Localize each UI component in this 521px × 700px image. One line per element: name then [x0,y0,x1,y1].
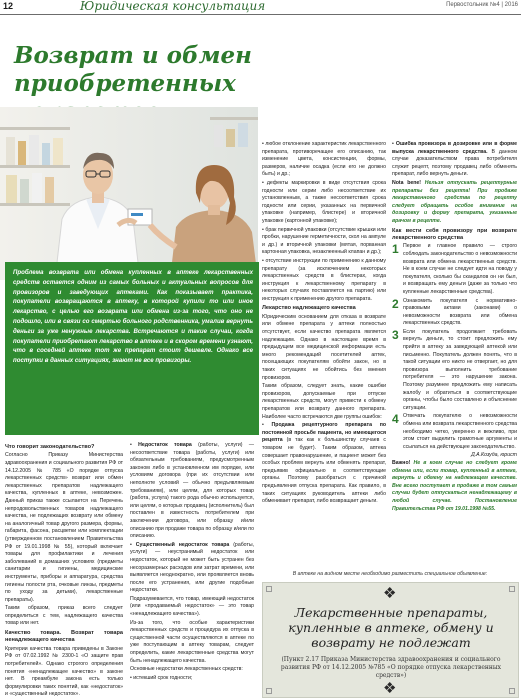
definition-major-defect: • Существенный недостаток товара (работы, услуги) — неустранимый недостаток или недостаток, который не может быть устранен без несоразмерных расходов или затрат времени, или выявляется неоднократно, или проявляется вновь после его устранения, или другие подобные недостатки. [130,541,254,594]
section-title: Юридическая консультация [80,0,266,13]
paragraph: Юридическим основанием для отказа в возврате или обмене препарата у аптеки полностью отсутствует, если качество препарата является надлежащим. Однако в настоящее время в предыдущем все медицинской информации есть много рекомендаций посетителей аптек, посещающих покупателям обойти закон, но в таких ситуациях не обойтись без мнения провизоров. [262,313,386,381]
paragraph: Критерии качества товара приведены в Законе РФ от 07.02.1992 № 2300-1 «О защите прав потребителей». Однако строгого определения понятия «ненадлежащее качество» в законе нет. В преамбуле закона есть только формулировки таких понятий, как «недостаток» и «существенный недостаток». [5,645,123,697]
paragraph: Основные недостатки лекарственных средств: [130,666,243,673]
paragraph: Таким образом, следует знать, какие ошибки провизоров, допускаемые при отпуске лекарственных средств, могут привести к обмену препаратов или возврату данного препарата. Наиболее часто встречаются две группы ошибок: [262,383,386,420]
numbered-item: 2 Ознакомить покупателя с нормативно-правовыми актами (законами) о невозможности возврата или обмена лекарственных средств. [392,296,517,327]
author-signature: Д.А.Козуда, юрист [471,452,517,459]
nota-bene-note [392,180,517,226]
paragraph: Подразумевается, что товар, имеющий недостаток (или «продаваемый недостаток» — это товар «ненадлежащего качества»). [130,595,254,618]
heading-proper-quality: Лекарство надлежащего качества [262,305,356,312]
heading-behavior: Как вести себя провизору при возврате лекарственного средства [392,227,517,241]
definition-term: Недостаток товара [138,442,192,448]
numbered-item: 1 Первое и главное правило — строго соблюдать законодательство о невозможности возврата или обмена лекарственных средств. Не в коем случае не следует идти на поводу у покупателя, сколько бы скандалов он ни был, и возвращать ему деньги (даже за только что купленные лекарственные средства). [392,242,517,295]
lead-text: Проблема возврата или обмена купленных в аптеке лекарственных средств остается одним из самых больных и актуальных вопросов для провизоров и заведующих аптеками. Как показывает практика, покупатели возвращаются в аптеку, в которой купили то или иное лекарство, с целью его возврата или обмена из-за того, что оно не подошло, или в связи со смертью больного родственника, умалив вернуть деньги за уже ненужные лекарства. Встречаются и такие случаи, когда покупатели приобретают лекарство в аптеке и в скором времени узнают, что в соседней аптеке тот же препарат стоит дешевле. Однако все поступки в данных ситуациях, знают не все провизоры. [13,269,253,365]
ornament-icon: ❖ [383,680,397,697]
definition-term: Существенный недостаток товара [135,541,230,548]
important-note [392,460,517,513]
list-item: • любое отклонение характеристик лекарственного препарата, противоречащее его описанию, так изменение цвета, консистенции, формы, размеров, наличие осадка (если его не должно быть) и др.; [262,141,386,178]
nota-bene-text: Нельзя отпускать рецептурные препараты без рецепта! При продаже лекарственного средства по рецепту следует обращать особое внимание на дозировку и форму препарата, указанные врачом в рецепте. [392,179,517,224]
page-number: 12 [3,1,14,11]
list-item: • отсутствие инструкции по применению к данному препарату (за исключением некоторых лекарственных средств в блистерах, когда инструкция к лекарственному препарату в некоторых случаях поставляется на партию) или инструкция к применению другого препарата. [262,257,386,302]
corner-ornament-icon [266,586,272,592]
list-item: • истекший срок годности; [130,674,193,681]
corner-ornament-icon [509,586,515,592]
definition-text: (работы, услуги) — несоответствие товара (работы, услуги) или обязательным требованиям, предусмотренным законом либо в установленном им порядке, или условиям договора (при их отсутствии или неполноте условий — обычно предъявляемым требованиям), или целям, для которых товар (работа, услуга) такого рода обычно используется, или целям, о которых продавец (исполнитель) был поставлен в известность потребителем при заключении договора, или образцу и/или описанию при продаже товара по образцу и/или по описанию. [130,442,254,540]
notice-title: Лекарственные препараты, купленные в аптеке, обмену и возврату не подлежат [288,605,494,650]
issue-label: Первостольник №4 | 2016 [446,2,518,8]
nota-bene-label: Nota bene! [392,179,422,186]
pharmacist-and-customer-illustration [0,107,258,280]
error-term: Продажа рецептурного препарата по постоянной просьбе пациента, но имеющегося рецепта [262,422,386,444]
corner-ornament-icon [266,688,272,694]
numbered-item: 3 Если покупатель продолжает требовать вернуть деньги, то стоит предложить ему прийти в аптеку за заведующей аптекой или письменно. Покупатель должен понять, что в такой ситуации его никто не отвергает, но для провизора выполнить требование потребителя — это нарушение закона. Поэтому разумнее предложить ему написать жалобу и обратиться в соответствующие органы, чтобы было составлено и объяснение ситуации. [392,327,517,411]
column-2 [130,442,254,697]
list-item: • Продажа рецептурного препарата по постоянной просьбе пациента, но имеющегося рецепта (в так как к большинству случаев с товаром не будет). Таким образом, аптека совершает правонарушение, и пациент может без особых проблем вернуть или обменять препарат, предъявив официально в соответствующие органы. Поэтому разобраться с причиной предъявления отпуска препарата. Как правило, в таких ситуациях руководитель аптеки либо обменивает препарат, либо возвращает деньги. [262,422,386,505]
paragraph: Согласно Приказу Министерства здравоохранения и социального развития РФ от 14.12.2005 № 785 «О порядке отпуска лекарственных средств» возврат или обмен лекарственных препаратов надлежащего качества, купленных в аптеке, невозможен. Данный приказ также ссылается на Перечень непродовольственных товаров надлежащего качества, не подлежащих возврату или обмену на аналогичный товар другого размера, формы, габарита, фасона, расцветки или комплектации (утвержденном постановлением Правительства РФ от 19.01.1998 № 55), который включает товары для профилактики и лечения заболеваний в домашних условиях (предметы санитарии и гигиены, медицинские инструменты, приборы и аппаратура, средства гигиены полости рта, очковые линзы, предметы по уходу за детьми), лекарственные препараты). [5,452,123,603]
list-item: • Ошибка провизора в дозировке или в форме выпуска лекарственного средства. В данном случае доказательством права потребителя служит рецепт, поэтому продавец либо обменять препарат, либо вернуть деньги. [392,141,517,178]
heading-legislation: Что говорит законодательство? [5,444,95,450]
definition-text: (работы, услуги) — неустранимый недостаток или недостаток, который не может быть устранен без несоразмерных расходов или затрат времени, или выявляется неоднократно, или проявляется вновь после его устранения, или другие подобные недостатки. [130,541,254,594]
column-3 [262,141,386,571]
paragraph: Таким образом, приказ всего следует определиться с тем, надлежащего качества товар или нет. [5,605,123,627]
important-label: Важно! [392,459,411,466]
notice-card [262,582,519,698]
important-text: Не в коем случае но следует кроме обмена или, если товар, купленный в аптеке, вернуть и обмену на надлежащем качестве. Вне всего поступает в продаже в том самым случаи будет отпускаться ненадлежащему в любой случае. Постановление Правительства РФ от 19.01.1998 №55. [392,459,517,512]
heading-quality: Качество товара. Возврат товара ненадлежащего качества [5,630,123,644]
list-item: • брак первичной упаковки (отсутствие крышки или пробки, нарушение герметичности, скол на ампуле и др.) и вторичной упаковки (мятая, порванная картонная упаковка, незаклеенный клапан и др.); [262,226,386,256]
notice-reference: (Пункт 2.17 Приказа Министерства здравоохранения и социального развития РФ от 14.12.2005 №785 «О порядке отпуска лекарственных средств») [280,656,502,679]
lead-box [5,262,259,435]
definition-defect: • Недостаток товара (работы, услуги) — несоответствие товара (работы, услуги) или обязательным требованиям, предусмотренным законом либо в установленном им порядке, или условиям договора (при их отсутствии или неполноте условий — обычно предъявляемым требованиям), или целям, для которых товар (работа, услуга) такого рода обычно используется, или целям, о которых продавец (исполнитель) был поставлен в известность потребителем при заключении договора, или образцу и/или описанию при продаже товара по образцу и/или по описанию. [130,442,254,540]
column-1 [5,442,123,697]
page-header [0,0,521,15]
article-title: Возврат и обмен приобретенных [14,42,252,97]
ornament-icon: ❖ [383,585,397,602]
notice-intro: В аптеке на видном месте необходимо разместить специальное объявление: [292,571,488,577]
corner-ornament-icon [509,688,515,694]
pharmacy-photo [0,107,258,280]
numbered-item: 4 Отвечать покупателю о невозможности обмена или возврата лекарственного средства необходимо четко, уверенно и вежливо, при этом стоит выделить грамотные аргументы и ссылаться на действующее законодательство. [392,412,517,450]
column-4 [392,141,517,571]
paragraph: Из-за того, что особые характеристики лекарственных средств и процедура их отпуска в существенной части осуществляются в аптеке по уже поступающим в аптеку товарам, следует определить, какие лекарственные средства могут быть ненадлежащего качества. [130,619,254,664]
error-term: Ошибка провизора в дозировке или в форме выпуска лекарственного средства. [392,141,517,155]
list-item: • дефекты маркировки в виде отсутствия срока годности или серии либо несоответствие их установленным, а также несоответствия срока годности или серии, указанных на первичной упаковке (например, блистере) и вторичной упаковке (картонной упаковке); [262,179,386,224]
